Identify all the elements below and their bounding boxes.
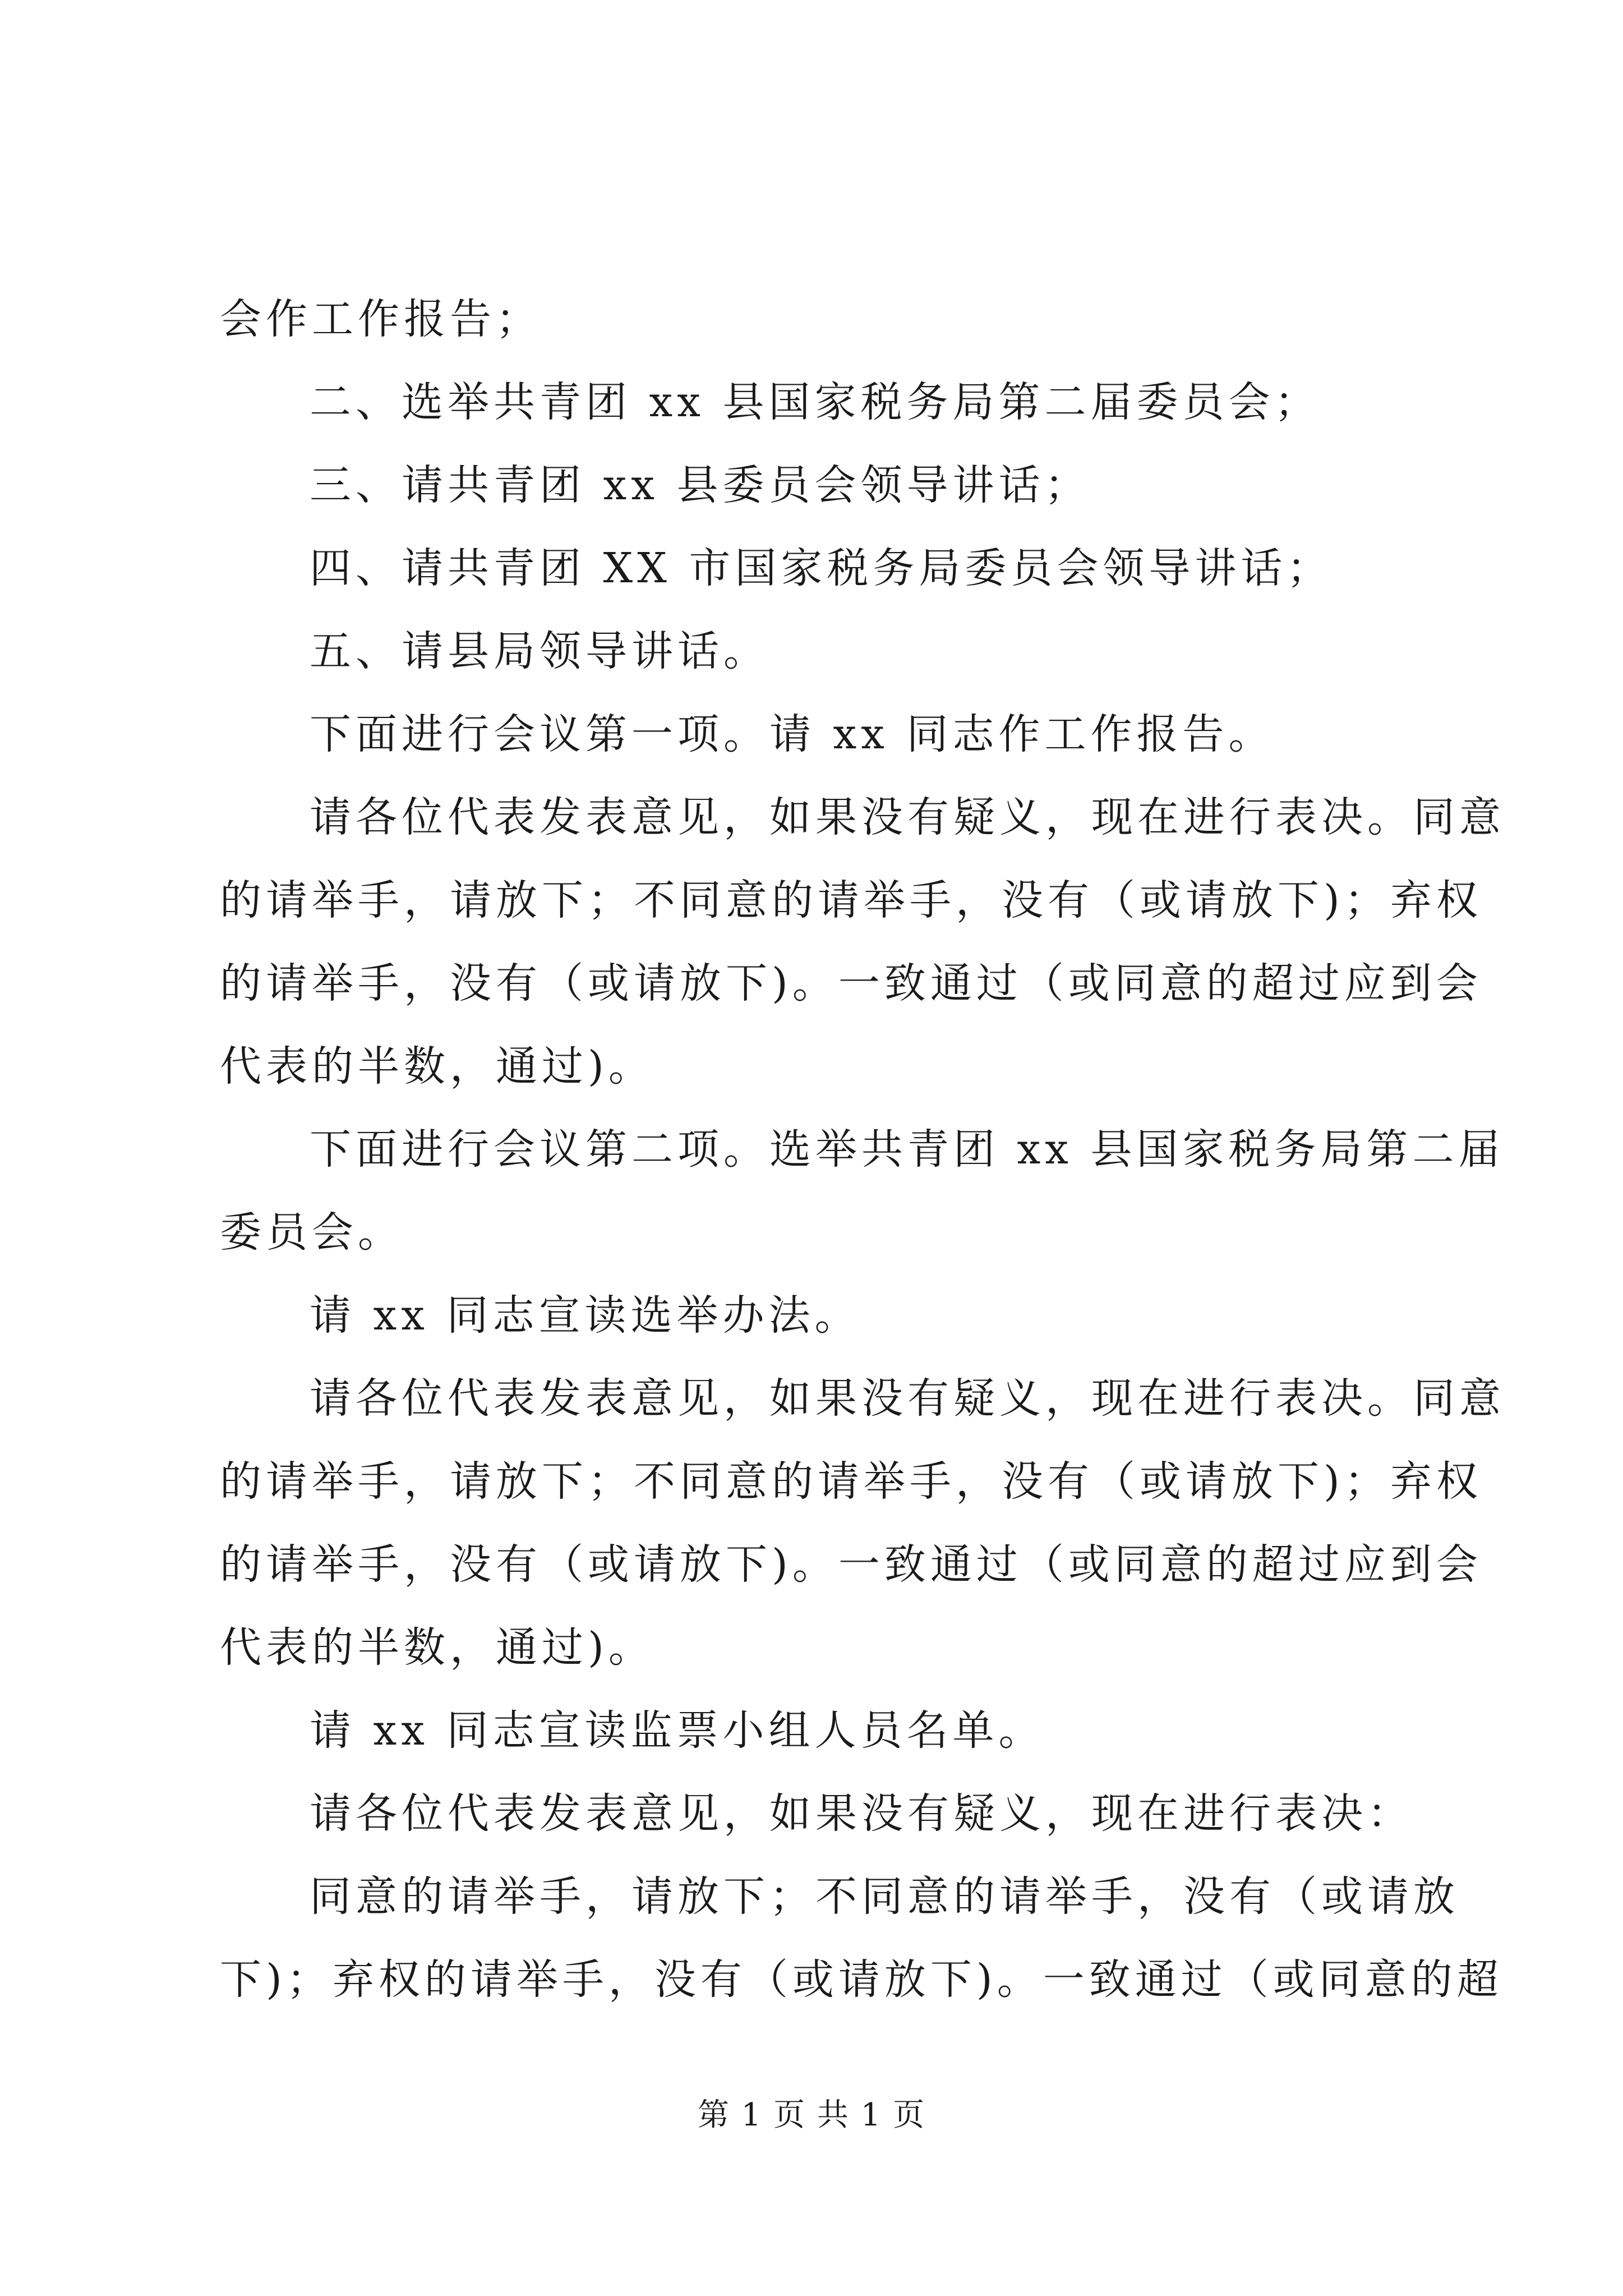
text-line: 下面进行会议第一项。请 xx 同志作工作报告。 — [310, 710, 1275, 758]
text-line: 的请举手，没有（或请放下)。一致通过（或同意的超过应到会 — [220, 959, 1482, 1007]
text-line: 请 xx 同志宣读选举办法。 — [310, 1291, 861, 1340]
text-line: 五、请县局领导讲话。 — [310, 627, 769, 675]
text-line: 同意的请举手，请放下；不同意的请举手，没有（或请放 — [310, 1872, 1459, 1921]
text-line: 四、请共青团 XX 市国家税务局委员会领导讲话； — [310, 544, 1333, 592]
text-line: 的请举手，请放下；不同意的请举手，没有（或请放下)；弃权 — [220, 1457, 1482, 1506]
document-body — [220, 278, 1505, 2021]
text-line: 代表的半数，通过)。 — [220, 1623, 654, 1672]
text-line: 的请举手，没有（或请放下)。一致通过（或同意的超过应到会 — [220, 1540, 1482, 1589]
text-line: 请各位代表发表意见，如果没有疑义，现在进行表决： — [310, 1789, 1413, 1838]
text-line: 请 xx 同志宣读监票小组人员名单。 — [310, 1706, 1045, 1755]
text-line: 三、请共青团 xx 县委员会领导讲话； — [310, 461, 1091, 509]
text-line: 的请举手，请放下；不同意的请举手，没有（或请放下)；弃权 — [220, 876, 1482, 924]
text-line: 会作工作报告； — [220, 295, 542, 343]
text-line: 委员会。 — [220, 1208, 404, 1257]
text-line: 请各位代表发表意见，如果没有疑义，现在进行表决。同意 — [310, 1374, 1505, 1423]
text-line: 二、选举共青团 xx 县国家税务局第二届委员会； — [310, 378, 1321, 426]
text-line: 请各位代表发表意见，如果没有疑义，现在进行表决。同意 — [310, 793, 1505, 841]
page-footer — [0, 2096, 1623, 2135]
text-line: 下)；弃权的请举手，没有（或请放下)。一致通过（或同意的超 — [220, 1955, 1503, 2004]
text-line: 代表的半数，通过)。 — [220, 1042, 654, 1091]
page-number: 第 1 页 共 1 页 — [697, 2097, 926, 2133]
text-line: 下面进行会议第二项。选举共青团 xx 县国家税务局第二届 — [310, 1125, 1505, 1174]
